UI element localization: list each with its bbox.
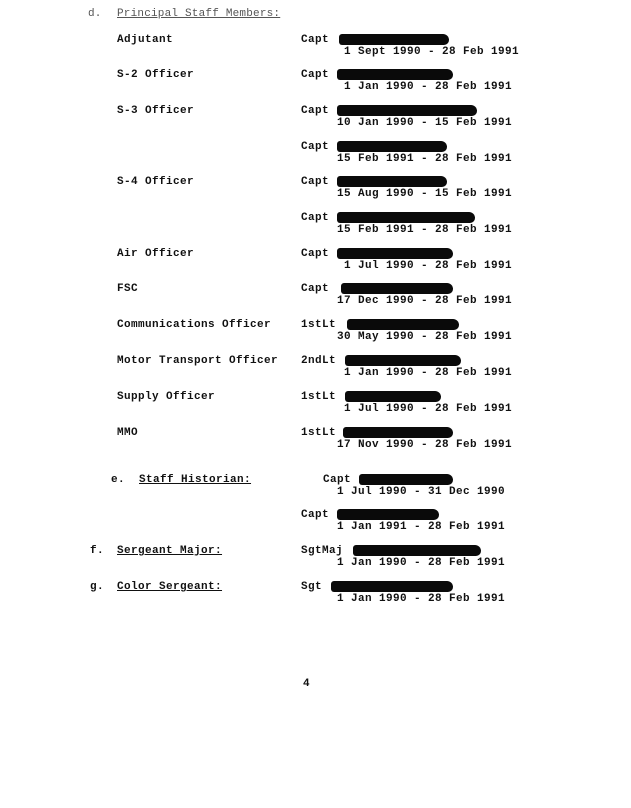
staff-entry [301, 248, 541, 276]
redacted-name [345, 391, 441, 402]
rank: Capt [301, 176, 330, 188]
section-letter-e: e. [111, 474, 126, 486]
date-range: 15 Feb 1991 - 28 Feb 1991 [337, 224, 513, 236]
staff-entry [301, 141, 541, 169]
date-range: 17 Dec 1990 - 28 Feb 1991 [337, 295, 513, 307]
staff-title: S-2 Officer [117, 69, 195, 81]
historian-entry [323, 474, 543, 502]
redacted-name [337, 69, 453, 80]
rank: Sgt [301, 581, 323, 593]
rank: Capt [301, 212, 330, 224]
section-letter-g: g. [90, 581, 105, 593]
rank: 1stLt [301, 427, 337, 439]
redacted-name [331, 581, 453, 592]
staff-title: FSC [117, 283, 139, 295]
section-heading-staff-historian: Staff Historian: [139, 474, 252, 486]
staff-title: Communications Officer [117, 319, 272, 331]
date-range: 30 May 1990 - 28 Feb 1991 [337, 331, 513, 343]
redacted-name [337, 248, 453, 259]
rank: Capt [301, 105, 330, 117]
date-range: 1 Jan 1990 - 28 Feb 1991 [337, 593, 506, 605]
redacted-name [339, 34, 449, 45]
redacted-name [337, 509, 439, 520]
staff-entry [301, 283, 541, 311]
redacted-name [345, 355, 461, 366]
date-range: 1 Sept 1990 - 28 Feb 1991 [344, 46, 520, 58]
staff-entry [301, 319, 541, 347]
redacted-name [337, 105, 477, 116]
rank: Capt [301, 141, 330, 153]
page-number: 4 [303, 678, 311, 690]
rank: SgtMaj [301, 545, 344, 557]
date-range: 1 Jan 1990 - 28 Feb 1991 [344, 367, 513, 379]
staff-entry [301, 34, 541, 62]
date-range: 1 Jul 1990 - 28 Feb 1991 [344, 403, 513, 415]
rank: 1stLt [301, 391, 337, 403]
date-range: 10 Jan 1990 - 15 Feb 1991 [337, 117, 513, 129]
staff-entry [301, 391, 541, 419]
rank: Capt [301, 69, 330, 81]
staff-title: S-4 Officer [117, 176, 195, 188]
redacted-name [337, 141, 447, 152]
redacted-name [337, 176, 447, 187]
date-range: 15 Aug 1990 - 15 Feb 1991 [337, 188, 513, 200]
color-sergeant-entry [301, 581, 541, 609]
redacted-name [341, 283, 453, 294]
staff-title: Supply Officer [117, 391, 216, 403]
staff-entry [301, 212, 541, 240]
rank: Capt [323, 474, 352, 486]
date-range: 1 Jan 1990 - 28 Feb 1991 [344, 81, 513, 93]
section-letter-d: d. [88, 8, 102, 20]
rank: Capt [301, 509, 330, 521]
redacted-name [337, 212, 475, 223]
section-heading-sergeant-major: Sergeant Major: [117, 545, 223, 557]
redacted-name [353, 545, 481, 556]
rank: Capt [301, 248, 330, 260]
redacted-name [359, 474, 453, 485]
section-letter-f: f. [90, 545, 105, 557]
rank: Capt [301, 283, 330, 295]
staff-title: Motor Transport Officer [117, 355, 279, 367]
staff-entry [301, 69, 541, 97]
redacted-name [343, 427, 453, 438]
historian-entry [301, 509, 541, 537]
date-range: 1 Jan 1991 - 28 Feb 1991 [337, 521, 506, 533]
staff-entry [301, 105, 541, 133]
date-range: 17 Nov 1990 - 28 Feb 1991 [337, 439, 513, 451]
date-range: 1 Jul 1990 - 31 Dec 1990 [337, 486, 506, 498]
rank: Capt [301, 34, 330, 46]
staff-entry [301, 355, 541, 383]
staff-title: S-3 Officer [117, 105, 195, 117]
rank: 2ndLt [301, 355, 337, 367]
rank: 1stLt [301, 319, 337, 331]
date-range: 1 Jan 1990 - 28 Feb 1991 [337, 557, 506, 569]
date-range: 1 Jul 1990 - 28 Feb 1991 [344, 260, 513, 272]
staff-entry [301, 176, 541, 204]
staff-title: MMO [117, 427, 139, 439]
staff-title: Adjutant [117, 34, 174, 46]
section-heading-principal-staff: Principal Staff Members: [117, 8, 281, 20]
section-heading-color-sergeant: Color Sergeant: [117, 581, 223, 593]
date-range: 15 Feb 1991 - 28 Feb 1991 [337, 153, 513, 165]
sergeant-major-entry [301, 545, 541, 573]
staff-title: Air Officer [117, 248, 195, 260]
redacted-name [347, 319, 459, 330]
staff-entry [301, 427, 541, 455]
